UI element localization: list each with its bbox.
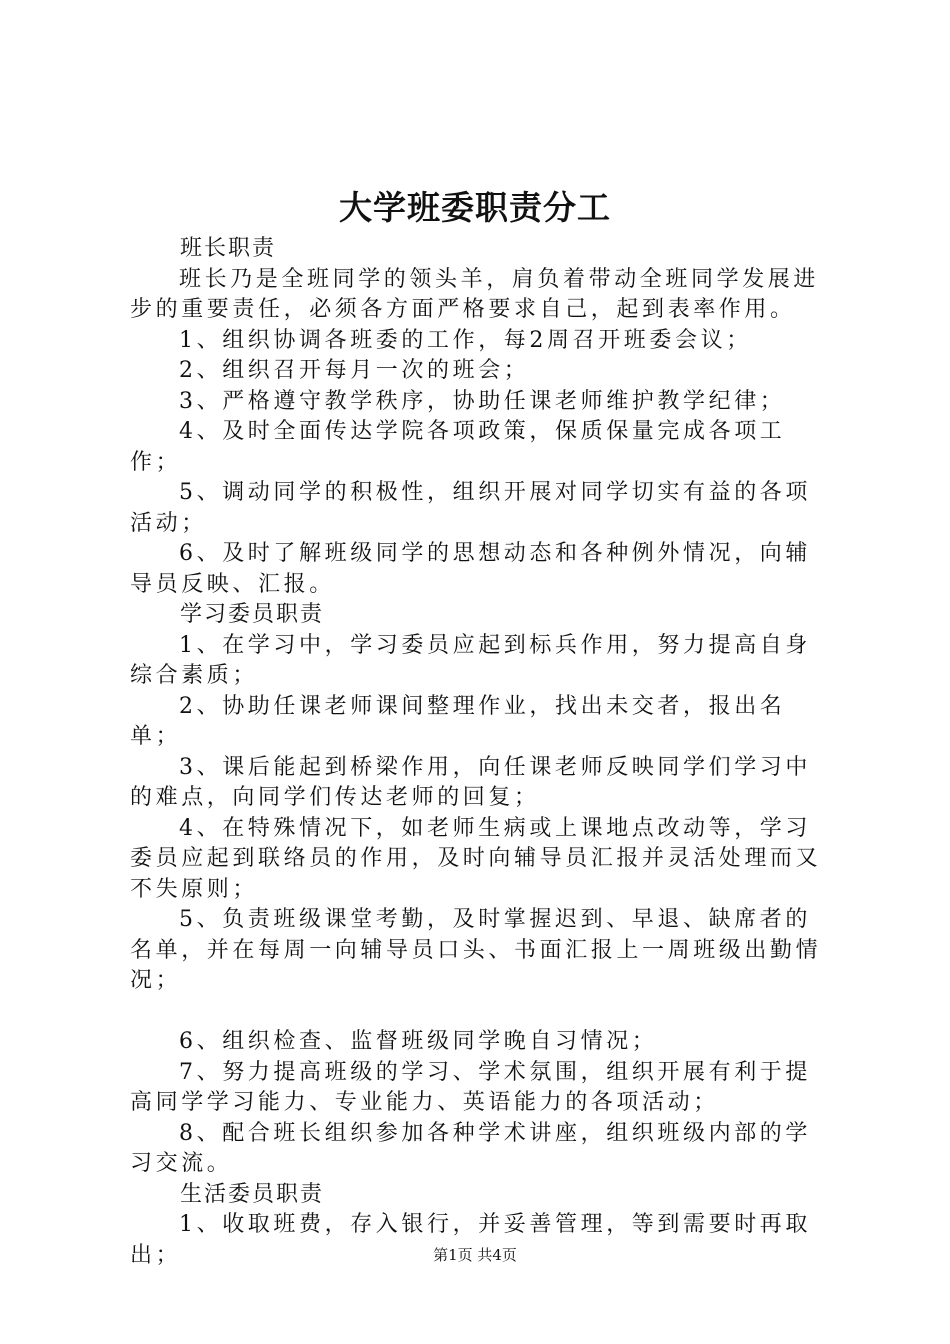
paragraph: 4、及时全面传达学院各项政策，保质保量完成各项工作； xyxy=(130,419,786,475)
blank-line xyxy=(130,997,835,1028)
paragraph: 6、及时了解班级同学的思想动态和各种例外情况，向辅导员反映、汇报。 xyxy=(130,541,811,597)
paragraph: 3、课后能起到桥梁作用，向任课老师反映同学们学习中的难点，向同学们传达老师的回复； xyxy=(130,754,811,810)
paragraph: 2、协助任课老师课间整理作业，找出未交者，报出名单； xyxy=(130,693,786,749)
paragraph: 1、在学习中，学习委员应起到标兵作用，努力提高自身综合素质； xyxy=(130,632,811,688)
paragraph: 5、调动同学的积极性，组织开展对同学切实有益的各项活动； xyxy=(130,480,811,536)
paragraph: 8、配合班长组织参加各种学术讲座，组织班级内部的学习交流。 xyxy=(130,1120,811,1176)
section-heading-monitor: 班长职责 xyxy=(180,236,277,261)
paragraph: 1、收取班费，存入银行，并妥善管理，等到需要时再取出； xyxy=(130,1212,811,1268)
paragraph: 班长乃是全班同学的领头羊，肩负着带动全班同学发展进步的重要责任，必须各方面严格要求自己，起到表率作用。 xyxy=(130,266,820,322)
section-heading-study-committee: 学习委员职责 xyxy=(180,602,325,627)
paragraph: 3、严格遵守教学秩序，协助任课老师维护教学纪律； xyxy=(179,388,786,414)
section-heading-life-committee: 生活委员职责 xyxy=(180,1181,325,1207)
paragraph: 5、负责班级课堂考勤，及时掌握迟到、早退、缺席者的名单，并在每周一向辅导员口头、书面汇报上一周班级出勤情况； xyxy=(130,907,822,993)
document-body xyxy=(130,234,835,1271)
paragraph: 7、努力提高班级的学习、学术氛围，组织开展有利于提高同学学习能力、专业能力、英语能力的各项活动； xyxy=(130,1059,811,1115)
document-title: 大学班委职责分工 xyxy=(339,188,611,227)
paragraph: 2、组织召开每月一次的班会； xyxy=(179,358,530,383)
paragraph: 6、组织检查、监督班级同学晚自习情况； xyxy=(179,1029,658,1054)
paragraph: 4、在特殊情况下，如老师生病或上课地点改动等，学习委员应起到联络员的作用，及时向辅导员汇报并灵活处理而又不失原则； xyxy=(130,815,822,902)
page-footer: 第1页 共4页 xyxy=(433,1246,517,1264)
paragraph: 1、组织协调各班委的工作，每2周召开班委会议； xyxy=(179,327,752,353)
